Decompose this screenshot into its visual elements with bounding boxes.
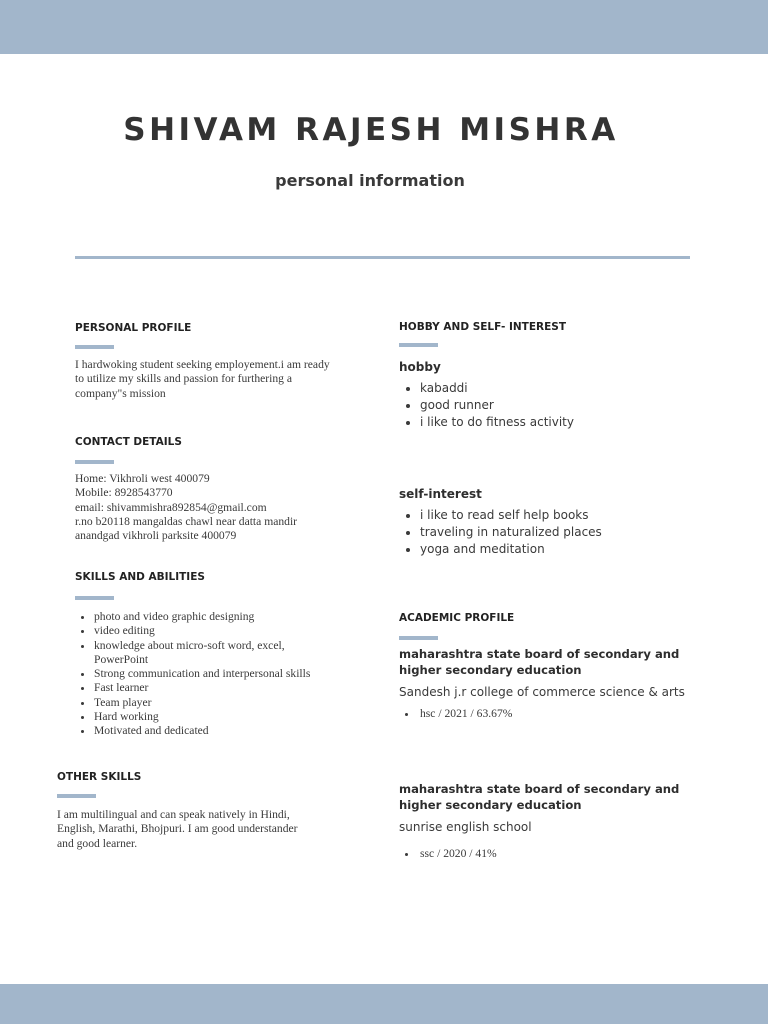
list-item: • yoga and meditation [420,541,602,558]
personal-profile-line: to utilize my skills and passion for furthering a [75,372,293,386]
other-skills-line: English, Marathi, Bhojpuri. I am good understander [57,822,298,836]
contact-mobile: Mobile: 8928543770 [75,486,173,500]
contact-address-line: r.no b20118 mangaldas chawl near datta mandir [75,514,298,528]
resume-name: SHIVAM RAJESH MISHRA [123,112,619,148]
hobby-list [399,380,574,430]
list-item: • traveling in naturalized places [420,524,602,541]
academic-result-list [399,847,497,861]
list-item: • knowledge about micro-soft word, excel, PowerPoint [94,639,339,668]
personal-profile-heading: PERSONAL PROFILE [75,322,192,334]
hobby-heading: HOBBY AND SELF- INTEREST [399,321,566,333]
academic-heading: ACADEMIC PROFILE [399,612,515,624]
list-item: • Strong communication and interpersonal skills [94,667,339,681]
resume-subtitle: personal information [275,171,465,190]
academic-accent [399,636,438,640]
header-divider [75,256,690,259]
personal-profile-text [75,358,330,401]
self-interest-list [399,507,602,557]
skills-heading: SKILLS AND ABILITIES [75,571,205,583]
self-interest-title: self-interest [399,487,482,501]
list-item: • kabaddi [420,380,574,397]
hobby-accent [399,343,438,347]
list-item: • Fast learner [94,681,339,695]
academic-institution: sunrise english school [399,820,532,834]
contact-address-line: anandgad vikhroli parksite 400079 [75,529,237,543]
academic-result-list [399,707,512,721]
contact-heading: CONTACT DETAILS [75,436,182,448]
personal-profile-line: company"s mission [75,386,166,400]
list-item: • Team player [94,696,339,710]
bottom-band [0,984,768,1024]
list-item: • photo and video graphic designing [94,610,339,624]
academic-board: maharashtra state board of secondary and higher secondary education [399,782,680,812]
academic-board: maharashtra state board of secondary and higher secondary education [399,647,680,677]
skills-accent [75,596,114,600]
list-item: • Hard working [94,710,339,724]
other-skills-heading: OTHER SKILLS [57,771,142,783]
top-band [0,0,768,54]
list-item: • video editing [94,624,339,638]
contact-home: Home: Vikhroli west 400079 [75,472,210,485]
list-item: • i like to read self help books [420,507,602,524]
list-item: • i like to do fitness activity [420,414,574,431]
other-skills-line: I am multilingual and can speak natively in Hindi, [57,808,290,821]
other-skills-line: and good learner. [57,836,138,850]
other-skills-accent [57,794,96,798]
contact-details [75,472,297,543]
other-skills-text [57,808,298,851]
contact-email: email: shivammishra892854@gmail.com [75,500,267,514]
list-item: • good runner [420,397,574,414]
contact-accent [75,460,114,464]
list-item: • Motivated and dedicated [94,724,339,738]
academic-institution: Sandesh j.r college of commerce science & arts [399,685,685,699]
personal-profile-accent [75,345,114,349]
academic-result: • hsc / 2021 / 63.67% [418,707,512,721]
skills-list [75,610,339,739]
academic-result: • ssc / 2020 / 41% [418,847,497,861]
personal-profile-line: I hardwoking student seeking employement.i am ready [75,358,330,371]
hobby-title: hobby [399,360,441,374]
